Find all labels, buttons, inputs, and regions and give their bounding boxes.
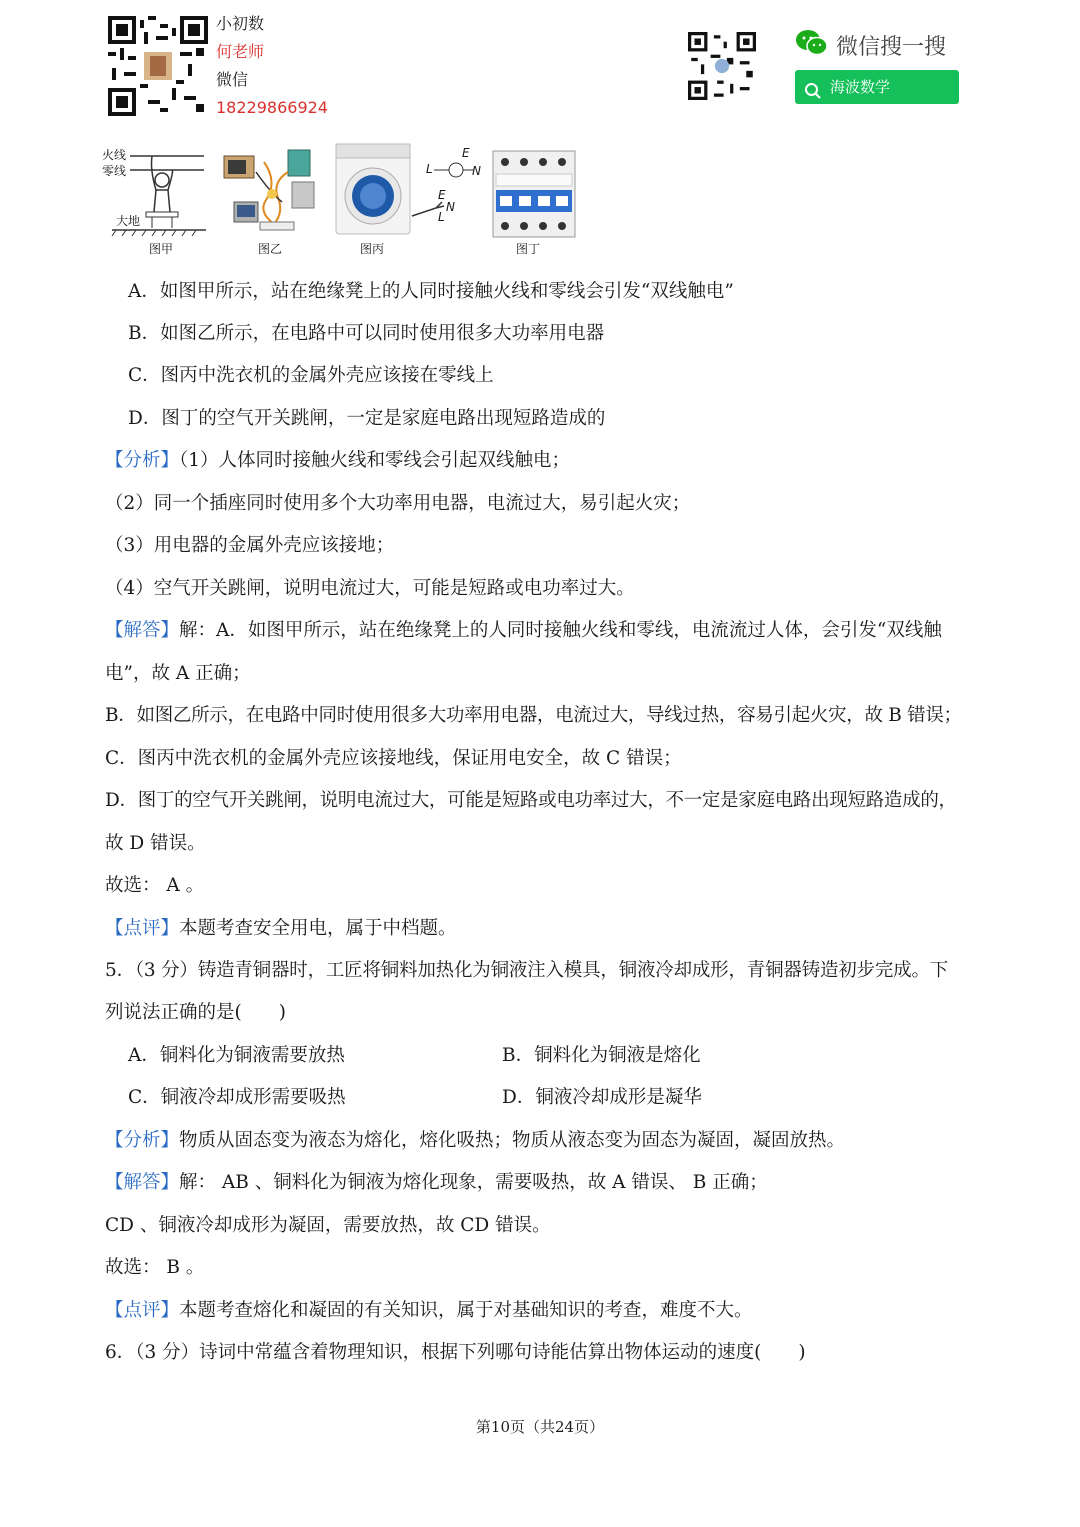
- q5-option-c: C．铜液冷却成形需要吸热: [128, 1087, 346, 1108]
- q5-option-d: D．铜液冷却成形是凝华: [502, 1087, 702, 1108]
- figure-bing-caption: 图丙: [360, 242, 385, 256]
- comment-text: 本题考查熔化和凝固的有关知识，属于对基础知识的考查，难度不大。: [179, 1300, 753, 1321]
- earth-label: 大地: [116, 214, 141, 228]
- figure-yi-caption: 图乙: [258, 242, 283, 256]
- fire-wire-label: 火线: [102, 148, 127, 162]
- analysis-text: 物质从固态变为液态为熔化，熔化吸热；物质从液态变为固态为凝固，凝固放热。: [179, 1130, 846, 1151]
- comment-text: 本题考查安全用电，属于中档题。: [179, 918, 457, 939]
- search-label: 海波数学: [830, 78, 891, 96]
- figure-jia-caption: 图甲: [149, 242, 174, 256]
- handwritten-note-2: 何老师: [216, 42, 265, 61]
- search-icon: [804, 78, 822, 96]
- qr-code-left: [108, 16, 208, 116]
- q4-analysis-line-1: [105, 448, 570, 474]
- q4-answer-line-4: C．图丙中洗衣机的金属外壳应该接地线，保证用电安全，故 C 错误；: [105, 748, 682, 769]
- q4-comment-line: [105, 916, 457, 942]
- q5-stem-line-2: 列说法正确的是( ): [105, 1002, 286, 1023]
- q4-option-c: C．图丙中洗衣机的金属外壳应该接在零线上: [128, 365, 494, 386]
- comment-tag: 【点评】: [105, 1300, 180, 1321]
- analysis-tag: 【分析】: [105, 1130, 180, 1151]
- figure-yi: [218, 142, 320, 256]
- figure-ding-caption: 图丁: [516, 242, 541, 256]
- answer-text: 解： AB 、铜料化为铜液为熔化现象，需要吸热，故 A 错误、 B 正确；: [179, 1172, 768, 1193]
- q5-answer-line-1: [105, 1170, 768, 1196]
- q5-comment-line: [105, 1298, 753, 1324]
- wechat-brand-text: 微信搜一搜: [836, 35, 947, 60]
- q4-option-a: A．如图甲所示，站在绝缘凳上的人同时接触火线和零线会引发“双线触电”: [128, 281, 734, 302]
- q4-answer-line-6: 故 D 错误。: [105, 833, 206, 854]
- figure-bing: [332, 142, 488, 256]
- q4-answer-line-2: 电”，故 A 正确；: [105, 663, 251, 684]
- plug-L-bottom: L: [438, 210, 445, 224]
- wechat-search-button[interactable]: [795, 70, 959, 104]
- q6-stem: 6．（3 分）诗词中常蕴含着物理知识，根据下列哪句诗能估算出物体运动的速度( ): [105, 1342, 806, 1363]
- q4-option-b: B．如图乙所示，在电路中可以同时使用很多大功率用电器: [128, 323, 605, 344]
- analysis-tag: 【分析】: [105, 450, 180, 471]
- q5-analysis-line: [105, 1128, 845, 1154]
- answer-tag: 【解答】: [105, 1172, 180, 1193]
- figure-jia: [102, 142, 208, 256]
- q4-analysis-line-3: （3）用电器的金属外壳应该接地；: [105, 535, 395, 556]
- qr-code-right: [688, 32, 756, 100]
- neutral-wire-label: 零线: [102, 164, 127, 178]
- figure-ding: [492, 150, 576, 256]
- q4-answer-line-1: [105, 618, 942, 644]
- q4-option-d: D．图丁的空气开关跳闸，一定是家庭电路出现短路造成的: [128, 408, 606, 429]
- plug-N-top: N: [472, 164, 481, 178]
- answer-tag: 【解答】: [105, 620, 180, 641]
- q4-answer-line-3: B．如图乙所示，在电路中同时使用很多大功率用电器，电流过大，导线过热，容易引起火灾，故 B 错误；: [105, 705, 962, 726]
- plug-E-top: E: [462, 146, 470, 160]
- q4-answer-line-5: D．图丁的空气开关跳闸，说明电流过大，可能是短路或电功率过大，不一定是家庭电路出现短路造成的，: [105, 790, 957, 811]
- wechat-logo-icon: [795, 28, 829, 58]
- comment-tag: 【点评】: [105, 918, 180, 939]
- q4-analysis-line-2: （2）同一个插座同时使用多个大功率用电器，电流过大，易引起火灾；: [105, 493, 691, 514]
- q5-stem-line-1: 5．（3 分）铸造青铜器时，工匠将铜料加热化为铜液注入模具，铜液冷却成形，青铜器铸造初步完成。下: [105, 960, 949, 981]
- phone-number: 18229866924: [216, 98, 328, 117]
- q5-answer-line-2: CD 、铜液冷却成形为凝固，需要放热，故 CD 错误。: [105, 1215, 551, 1236]
- answer-text: 解：A．如图甲所示，站在绝缘凳上的人同时接触火线和零线，电流流过人体，会引发“双线触: [179, 620, 942, 641]
- plug-L-top: L: [426, 162, 433, 176]
- page-footer: 第10页（共24页）: [475, 1418, 605, 1436]
- q4-analysis-line-4: （4）空气开关跳闸，说明电流过大，可能是短路或电功率过大。: [105, 578, 635, 599]
- q4-choice-line: 故选： A 。: [105, 875, 205, 896]
- q5-choice-line: 故选： B 。: [105, 1257, 205, 1278]
- q5-option-a: A．铜料化为铜液需要放热: [128, 1045, 345, 1066]
- handwritten-note-1: 小初数: [216, 14, 265, 33]
- q5-option-b: B．铜料化为铜液是熔化: [502, 1045, 701, 1066]
- plug-E-bottom: E: [438, 188, 446, 202]
- analysis-text: （1）人体同时接触火线和零线会引起双线触电；: [179, 450, 571, 471]
- contact-block: [216, 10, 328, 122]
- handwritten-note-3: 微信: [216, 70, 249, 89]
- plug-N-bottom: N: [446, 200, 455, 214]
